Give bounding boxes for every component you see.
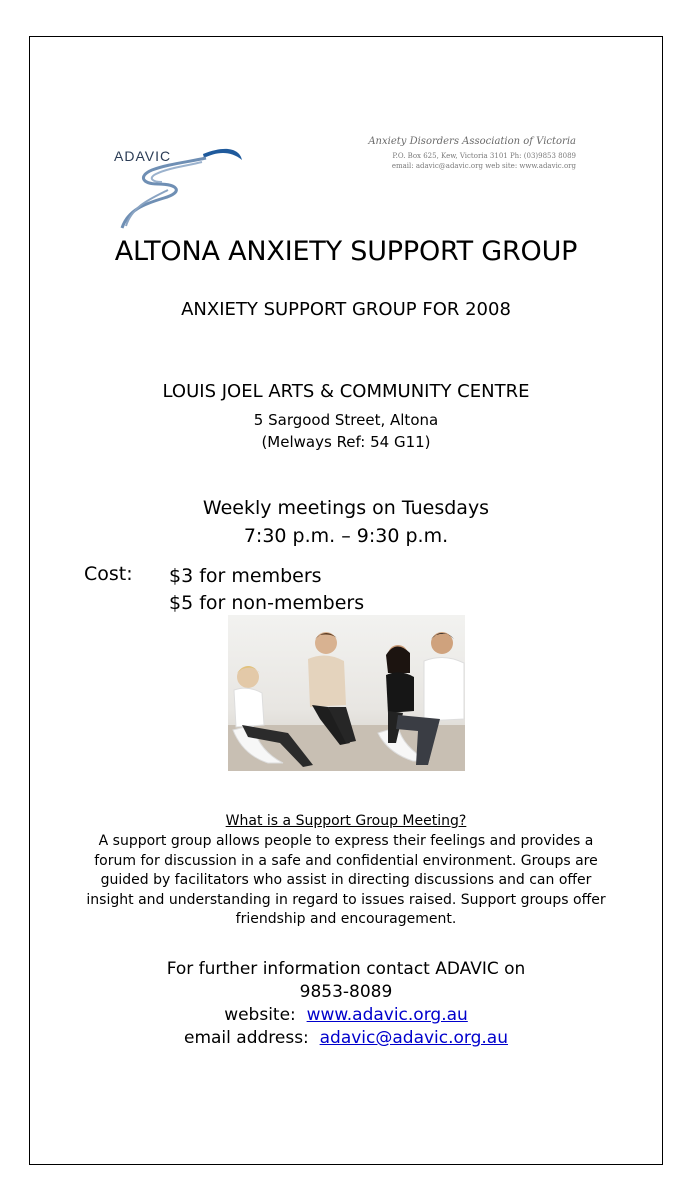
group-discussion-image [228, 615, 465, 771]
contact-phone: 9853-8089 [299, 982, 393, 1002]
email-label: email address: [183, 1028, 309, 1048]
organization-address: P.O. Box 625, Kew, Victoria 3101 Ph: (03)9853 8089 [392, 152, 576, 160]
page-subtitle: ANXIETY SUPPORT GROUP FOR 2008 [181, 299, 511, 320]
meeting-schedule [29, 494, 663, 550]
meeting-time: 7:30 p.m. – 9:30 p.m. [243, 525, 449, 547]
contact-section [29, 958, 663, 1050]
meeting-days: Weekly meetings on Tuesdays [202, 497, 490, 519]
contact-email-line [29, 1027, 663, 1050]
website-link[interactable]: www.adavic.org.au [306, 1005, 468, 1025]
logo-swirl-icon [108, 140, 248, 232]
info-heading: What is a Support Group Meeting? [225, 813, 467, 829]
venue-street: 5 Sargood Street, Altona [253, 411, 439, 429]
cost-members: $3 for members [169, 565, 322, 587]
adavic-logo [108, 140, 248, 232]
organization-contact: email: adavic@adavic.org web site: www.adavic.org [391, 162, 576, 170]
page-title: ALTONA ANXIETY SUPPORT GROUP [114, 236, 578, 267]
organization-name: Anxiety Disorders Association of Victoria [368, 136, 576, 147]
venue-name: LOUIS JOEL ARTS & COMMUNITY CENTRE [162, 381, 530, 402]
cost-items [169, 563, 364, 617]
cost-non-members: $5 for non-members [169, 592, 365, 614]
info-body: A support group allows people to express their feelings and provides a forum for discussion in a safe and confidential environment. Groups are guided by facilitators who assist in directing discussions and can offer insight and understanding in regard to issues raised. Support groups offer friendship and encouragement. [86, 833, 606, 927]
logo-text: ADAVIC [114, 148, 172, 164]
email-link[interactable]: adavic@adavic.org.au [319, 1028, 509, 1048]
support-group-photo [228, 615, 465, 771]
contact-intro: For further information contact ADAVIC on [166, 959, 526, 979]
venue-melways: (Melways Ref: 54 G11) [261, 433, 431, 451]
website-label: website: [224, 1005, 296, 1025]
cost-label: Cost: [84, 563, 133, 585]
venue-address [29, 409, 663, 453]
organization-header [368, 136, 576, 171]
contact-website-line [29, 1004, 663, 1027]
